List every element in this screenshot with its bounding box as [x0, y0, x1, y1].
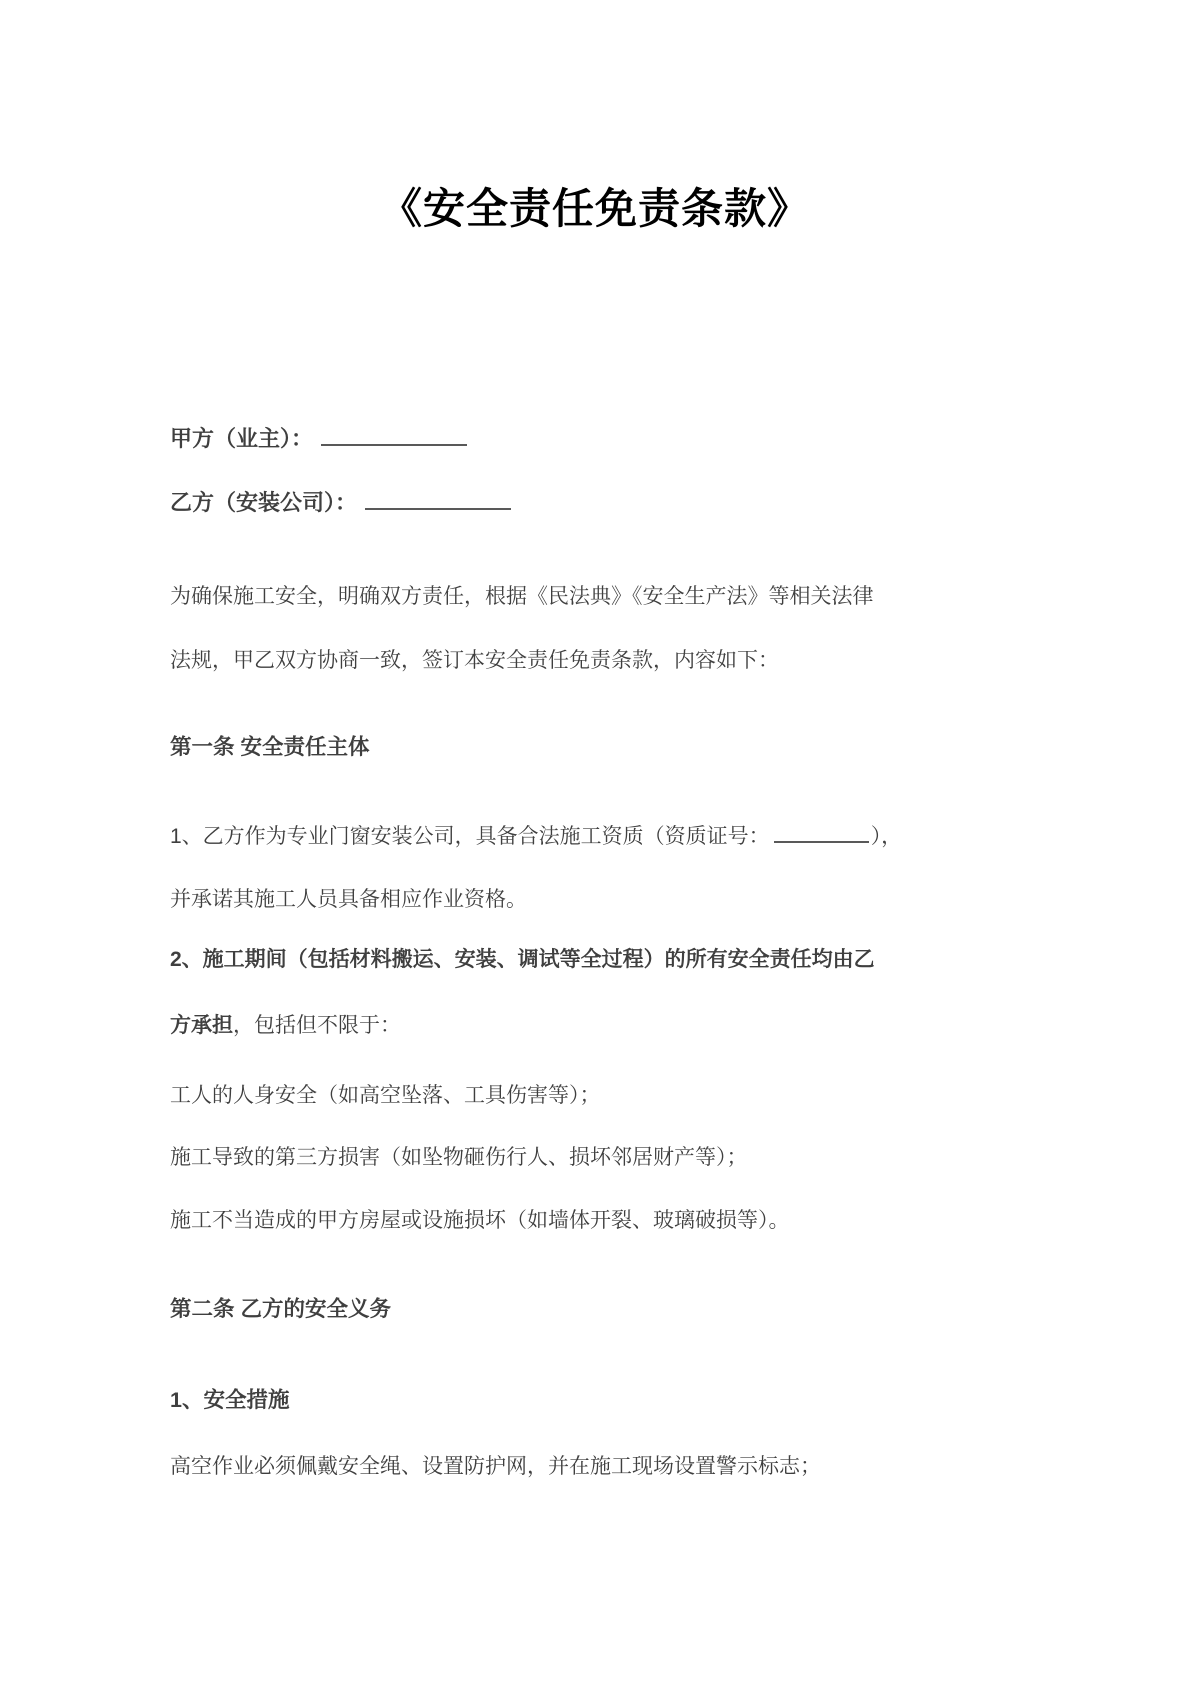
- article-2-heading: 第二条 乙方的安全义务: [170, 1297, 391, 1321]
- party-b-blank-field: [365, 485, 511, 510]
- document-title: 《安全责任免责条款》: [379, 187, 810, 233]
- intro-paragraph-line-2: 法规，甲乙双方协商一致，签订本安全责任免责条款，内容如下：: [170, 649, 779, 672]
- article-2-sub-1-line-1: 高空作业必须佩戴安全绳、设置防护网，并在施工现场设置警示标志；: [170, 1455, 821, 1478]
- party-a-blank-field: [321, 421, 467, 446]
- article-2-sub-1-heading: 1、安全措施: [170, 1388, 290, 1412]
- party-b-line: [170, 485, 1020, 521]
- article-1-item-1-line-2: 并承诺其施工人员具备相应作业资格。: [170, 888, 527, 911]
- intro-paragraph-line-1: 为确保施工安全，明确双方责任，根据《民法典》《安全生产法》等相关法律: [170, 585, 874, 608]
- party-b-label: 乙方（安装公司）：: [170, 490, 358, 516]
- item-2-regular-text: ，包括但不限于：: [233, 1014, 401, 1037]
- article-1-item-2-line-1: 2、施工期间（包括材料搬运、安装、调试等全过程）的所有安全责任均由乙: [170, 948, 875, 971]
- party-a-line: [170, 421, 1020, 457]
- item-1-text-pre: 1、乙方作为专业门窗安装公司，具备合法施工资质（资质证号：: [170, 825, 770, 849]
- party-a-label: 甲方（业主）：: [170, 426, 314, 452]
- article-1-item-1-line-1: [170, 819, 1020, 855]
- article-1-item-2-line-2: [170, 1009, 1020, 1044]
- item-2-bold-continuation: 方承担: [170, 1014, 233, 1037]
- cert-number-blank-field: [774, 819, 869, 843]
- article-1-bullet-3: 施工不当造成的甲方房屋或设施损坏（如墙体开裂、玻璃破损等）。: [170, 1209, 790, 1232]
- article-1-heading: 第一条 安全责任主体: [170, 735, 370, 759]
- article-1-bullet-1: 工人的人身安全（如高空坠落、工具伤害等）；: [170, 1084, 601, 1107]
- article-1-bullet-2: 施工导致的第三方损害（如坠物砸伤行人、损坏邻居财产等）；: [170, 1146, 748, 1169]
- item-1-text-post: ），: [870, 825, 903, 849]
